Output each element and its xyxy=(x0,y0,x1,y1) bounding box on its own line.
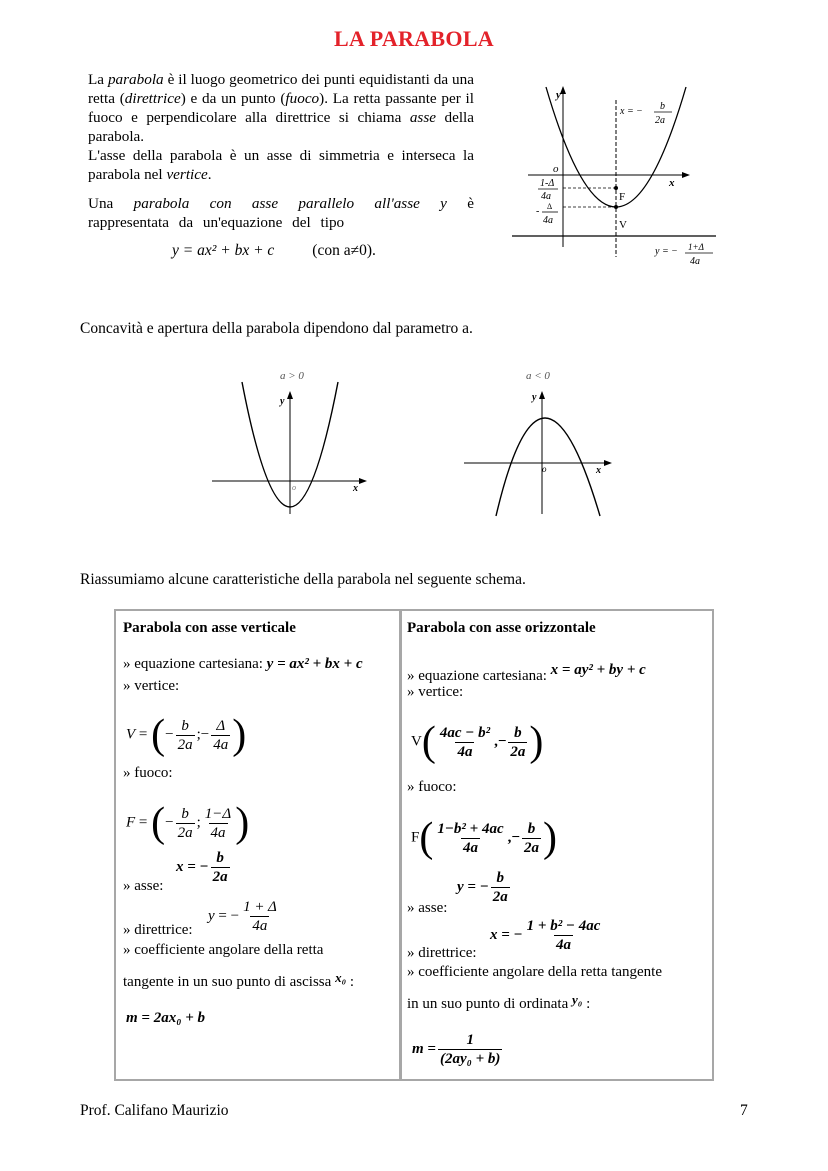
page-title: LA PARABOLA xyxy=(334,26,494,51)
svg-text:x = −: x = − xyxy=(620,106,643,117)
svg-text:b: b xyxy=(660,101,665,112)
svg-text:a < 0: a < 0 xyxy=(526,370,550,382)
summary-text: Riassumiamo alcune caratteristiche della parabola nel seguente schema. xyxy=(80,571,526,588)
svg-text:Δ: Δ xyxy=(547,202,553,211)
vertical-equation-row: » equazione cartesiana: y = ax² + bx + c xyxy=(123,656,363,672)
intro-text xyxy=(88,70,474,232)
svg-text:y: y xyxy=(532,392,537,403)
vertical-slope-label-1: » coefficiente angolare della retta xyxy=(123,942,324,958)
parabola-diagram xyxy=(508,82,728,272)
vertical-slope-formula: m = 2ax₀ + b xyxy=(126,1010,205,1026)
horizontal-axis-formula: y = − $\frac{b}{2a}$ xyxy=(457,870,508,905)
vertical-focus-label: » fuoco: xyxy=(123,765,173,781)
summary-table xyxy=(114,609,714,1081)
focus-label: F xyxy=(619,191,626,203)
svg-text:4a: 4a xyxy=(690,256,700,267)
svg-text:4a: 4a xyxy=(541,191,551,202)
horizontal-directrix-formula: x = − $\frac{\text{1 + b² − 4ac}}{4a}$ xyxy=(490,918,601,953)
graph1-x-label: x xyxy=(669,177,675,189)
svg-text:a > 0: a > 0 xyxy=(280,370,304,382)
vertical-focus-formula: F = (− $\frac{b}{2a}$ ; $\frac{1-\Delta}{4a}$ ) xyxy=(126,800,250,846)
intro-paragraph-1: La parabola è il luogo geometrico dei punti equidistanti da una retta (direttrice) e da un punto (fuoco). La retta passante per il fuoco e perpendicolare alla direttrice si chiama asse della parabola. xyxy=(88,71,475,145)
table-column-vertical xyxy=(116,611,402,1079)
svg-text:1+Δ: 1+Δ xyxy=(688,242,704,252)
horizontal-vertex-label: » vertice: xyxy=(407,684,464,700)
svg-text:2a: 2a xyxy=(655,115,665,126)
svg-text:o: o xyxy=(292,483,296,492)
horizontal-slope-label-2: in un suo punto di ordinata y₀ : xyxy=(407,992,591,1012)
horizontal-slope-formula: m = $\frac{1}{\text{(2ay₀ + b)}}$ xyxy=(412,1032,501,1067)
table-column-horizontal xyxy=(402,611,712,1079)
parabola-positive-diagram xyxy=(210,364,370,524)
horizontal-equation-row: » equazione cartesiana: x = ay² + by + c xyxy=(407,662,646,684)
general-equation: y = ax² + bx + c (con a≠0). xyxy=(172,242,376,259)
footer-author: Prof. Califano Maurizio xyxy=(80,1102,229,1119)
graph1-y-label: y xyxy=(556,89,561,101)
vertical-axis-label: » asse: xyxy=(123,878,164,894)
vertical-vertex-formula: V = (− $\frac{b}{2a}$ ;− $\frac{\Delta}{4a}$ ) xyxy=(126,712,247,758)
horizontal-slope-label-1: » coefficiente angolare della retta tangente xyxy=(407,964,662,980)
page-number: 7 xyxy=(740,1102,748,1119)
horizontal-focus-formula: F( $\frac{\text{1−b² + 4ac}}{4a}$ ,− $\frac{b}{2a}$ ) xyxy=(411,815,557,861)
horizontal-focus-label: » fuoco: xyxy=(407,779,457,795)
vertical-vertex-label: » vertice: xyxy=(123,678,180,694)
svg-text:y = −: y = − xyxy=(655,246,678,257)
svg-text:x: x xyxy=(596,465,601,476)
vertical-axis-formula: x = − $\frac{b}{2a}$ xyxy=(176,850,228,885)
column-header-horizontal: Parabola con asse orizzontale xyxy=(407,620,596,636)
intro-paragraph-3: Una parabola con asse parallelo all'asse y è rappresentata da un'equazione del tipo xyxy=(88,195,474,231)
graph1-origin-label: o xyxy=(553,163,559,175)
vertical-slope-label-2: tangente in un suo punto di ascissa x₀ : xyxy=(123,970,355,990)
vertical-directrix-formula: y = − $\frac{1 + \Delta}{4a}$ xyxy=(208,899,277,934)
horizontal-directrix-label: » direttrice: xyxy=(407,945,477,961)
vertex-label: V xyxy=(619,219,627,231)
svg-text:-: - xyxy=(536,206,540,217)
vertical-directrix-label: » direttrice: xyxy=(123,922,193,938)
intro-paragraph-2: L'asse della parabola è un asse di simmetria e interseca la parabola nel vertice. xyxy=(88,147,474,183)
horizontal-axis-label: » asse: xyxy=(407,900,448,916)
horizontal-vertex-formula: V( $\frac{\text{4ac − b²}}{4a}$ ,− $\frac{b}{2a}$ ) xyxy=(411,719,544,765)
svg-text:1-Δ: 1-Δ xyxy=(540,178,555,189)
svg-text:y: y xyxy=(280,396,285,407)
concavity-text: Concavità e apertura della parabola dipendono dal parametro a. xyxy=(80,320,473,337)
svg-text:o: o xyxy=(542,464,547,474)
parabola-negative-diagram xyxy=(462,364,622,524)
column-header-vertical: Parabola con asse verticale xyxy=(123,620,296,636)
svg-text:4a: 4a xyxy=(543,215,553,226)
svg-text:x: x xyxy=(353,483,358,494)
